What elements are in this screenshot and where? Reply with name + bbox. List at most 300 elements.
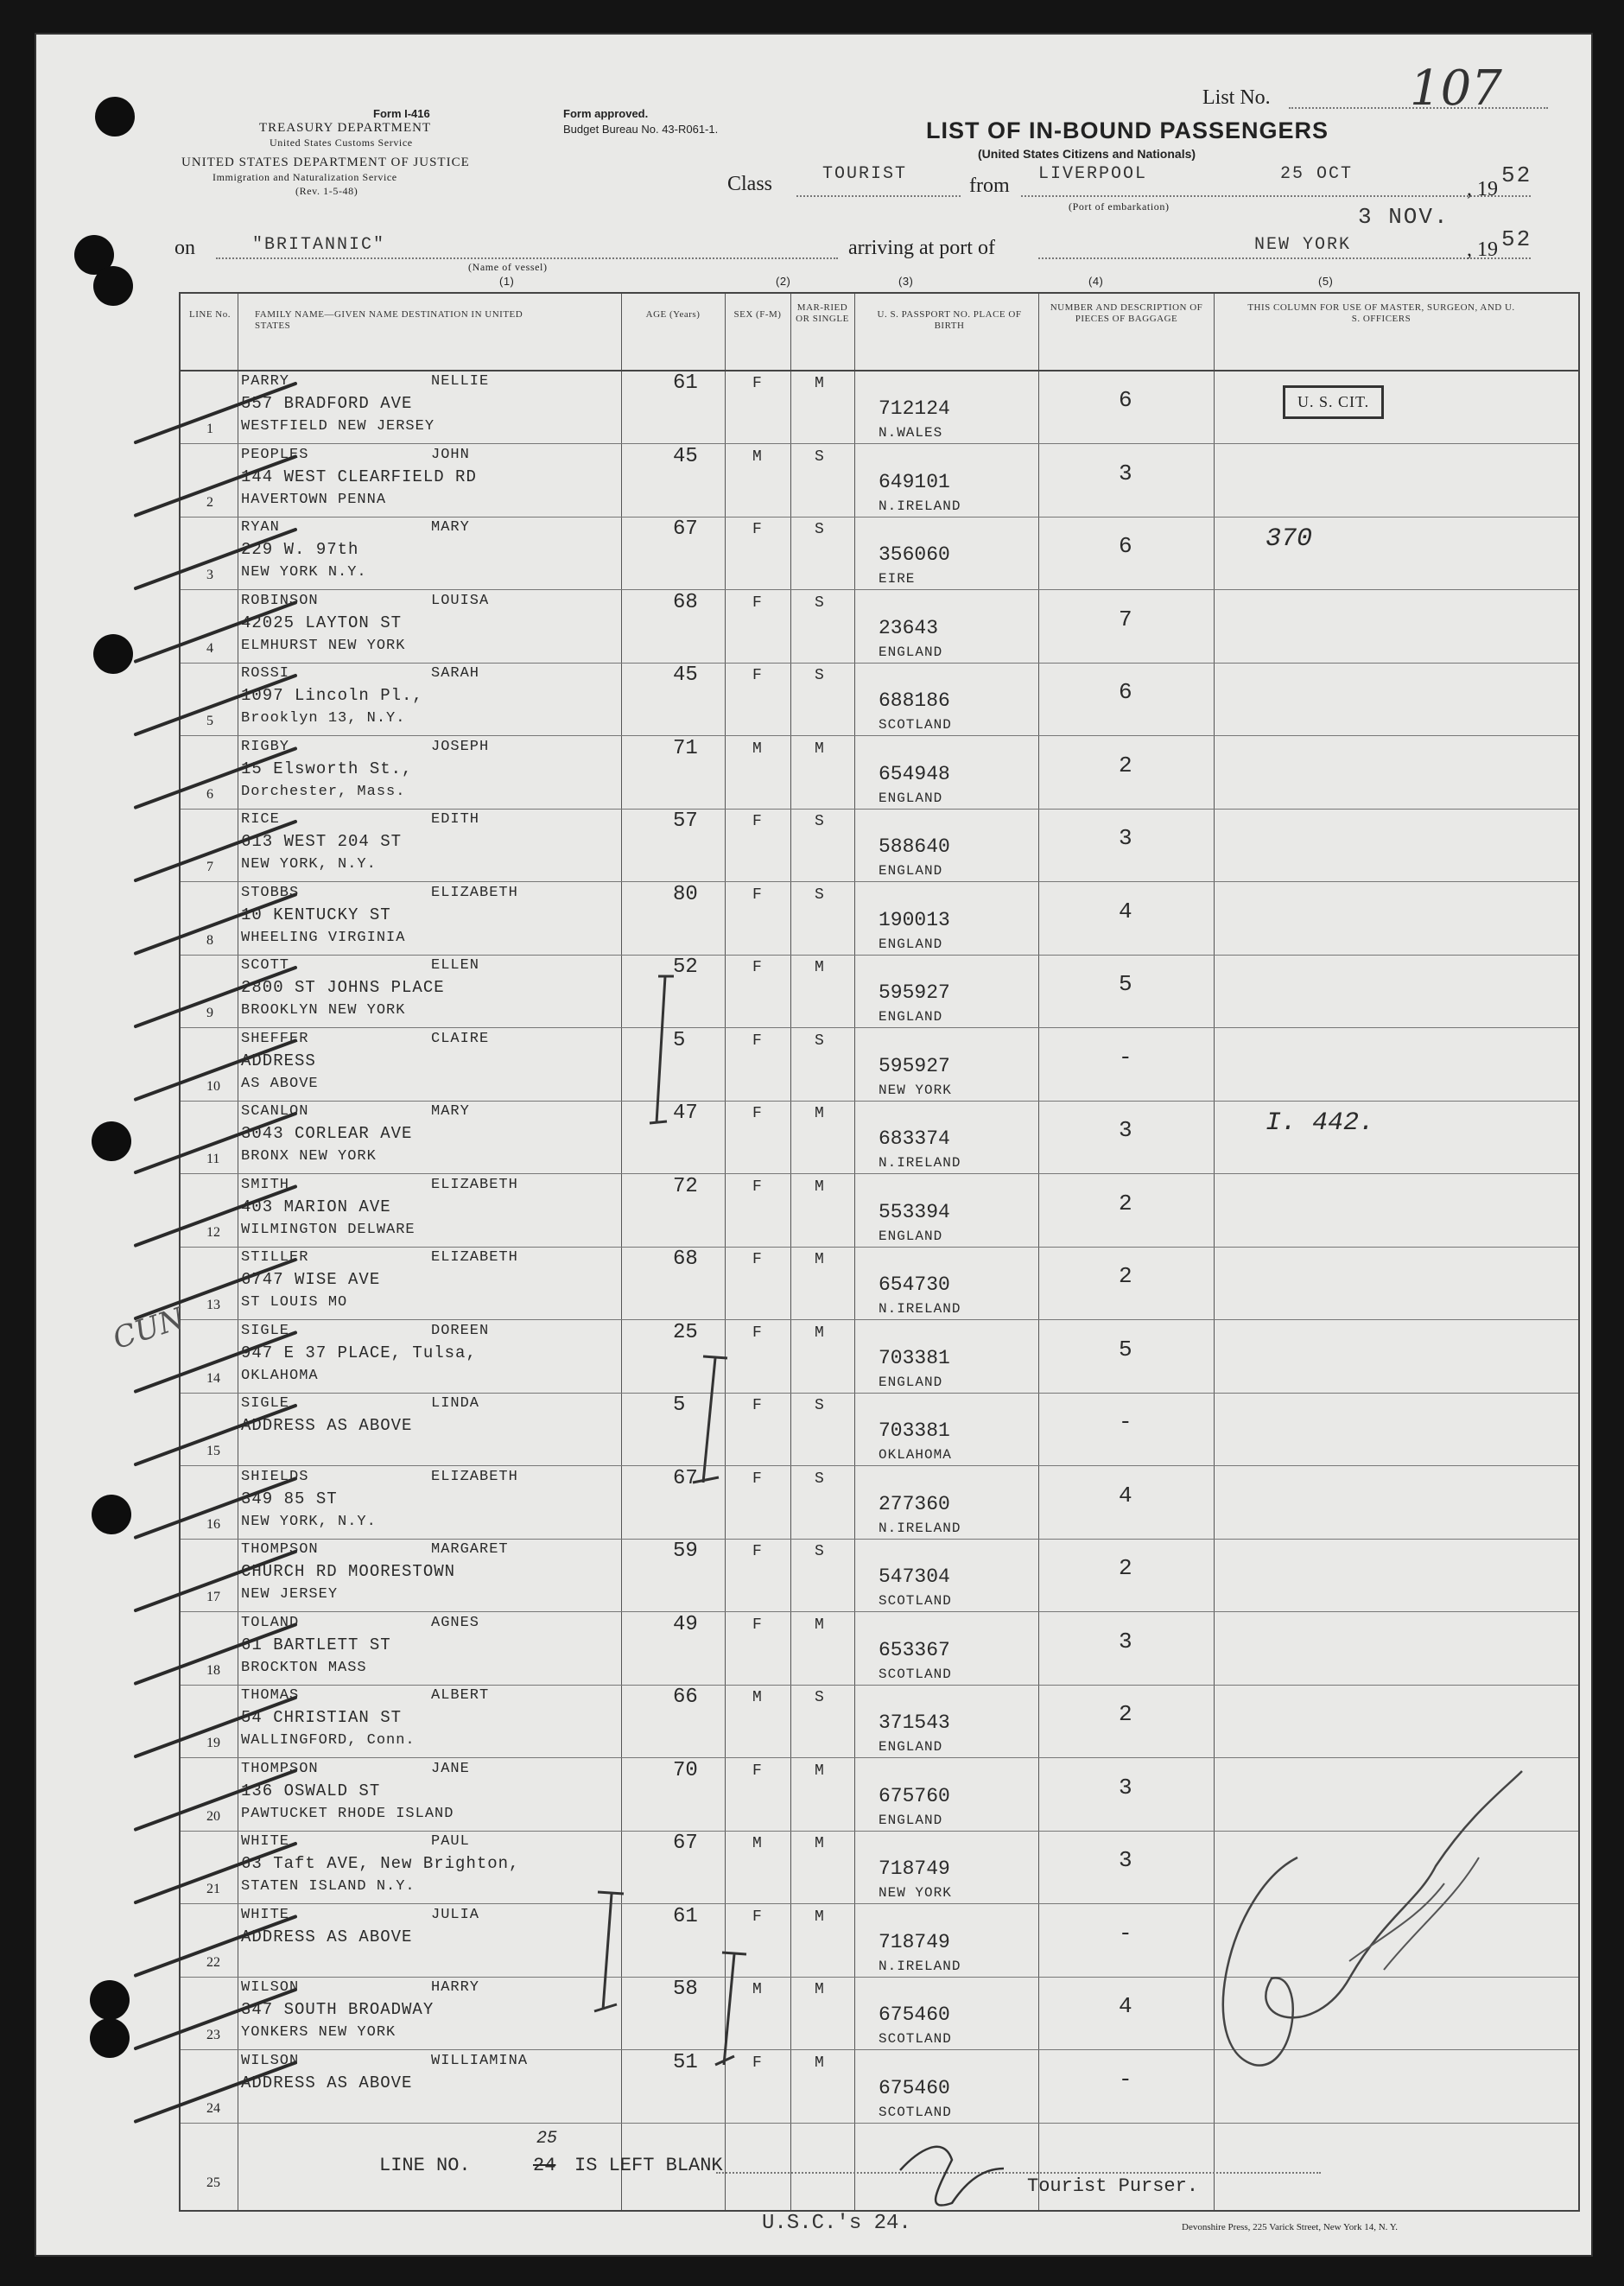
given-name: HARRY	[431, 1979, 480, 1996]
check-slash	[136, 1625, 295, 1684]
place-of-birth: ENGLAND	[879, 1228, 943, 1244]
address-line-1: 61 BARTLETT ST	[241, 1635, 391, 1654]
passport-number: 595927	[879, 1054, 950, 1077]
address-line-2: WILMINGTON DELWARE	[241, 1221, 416, 1238]
given-name: EDITH	[431, 811, 480, 828]
family-name: SCANLON	[241, 1103, 309, 1120]
usc-count: U.S.C.'s 24.	[762, 2212, 911, 2235]
arrival-port: NEW YORK	[1254, 235, 1352, 255]
baggage-count: 3	[1119, 825, 1132, 851]
immigration-service: Immigration and Naturalization Service	[213, 171, 397, 183]
marital-status: M	[815, 1908, 824, 1926]
address-line-1: 136 OSWALD ST	[241, 1781, 381, 1800]
address-line-1: 3043 CORLEAR AVE	[241, 1124, 413, 1143]
age: 5	[673, 1028, 686, 1052]
address-line-1: 54 CHRISTIAN ST	[241, 1708, 403, 1727]
family-name: THOMPSON	[241, 1541, 319, 1558]
check-slash	[136, 1990, 295, 2048]
passport-number: 371543	[879, 1711, 950, 1734]
line-number: 14	[206, 1370, 220, 1386]
passport-number: 190013	[879, 908, 950, 931]
vessel-name: "BRITANNIC"	[252, 235, 386, 255]
age: 57	[673, 810, 698, 833]
address-line-2: HAVERTOWN PENNA	[241, 491, 387, 508]
check-slash	[136, 968, 295, 1026]
embark-date: 25 OCT	[1280, 164, 1354, 184]
place-of-birth: SCOTLAND	[879, 1593, 952, 1609]
address-line-2: NEW YORK, N.Y.	[241, 1513, 377, 1530]
given-name: MARY	[431, 519, 470, 536]
age: 72	[673, 1174, 698, 1198]
family-name: SMITH	[241, 1176, 290, 1193]
marital-status: S	[815, 667, 824, 684]
col-num-1: (1)	[499, 275, 515, 288]
line-number: 21	[206, 1882, 220, 1896]
place-of-birth: N.IRELAND	[879, 1155, 961, 1171]
officer-note: I. 442.	[1266, 1108, 1375, 1138]
baggage-count: 2	[1119, 752, 1132, 778]
family-name: SCOTT	[241, 957, 290, 974]
address-line-2: STATEN ISLAND N.Y.	[241, 1878, 416, 1895]
col-header-baggage: NUMBER AND DESCRIPTION OF PIECES OF BAGGAGE	[1050, 302, 1203, 324]
address-line-1: 349 85 ST	[241, 1489, 338, 1508]
address-line-1: ADDRESS	[241, 1051, 316, 1070]
passport-number: 718749	[879, 1930, 950, 1953]
passport-number: 649101	[879, 470, 950, 493]
embark-year-prefix: , 19	[1467, 178, 1498, 200]
line-number: 8	[206, 932, 213, 948]
address-line-1: 347 SOUTH BROADWAY	[241, 2000, 435, 2019]
address-line-1: ADDRESS AS ABOVE	[241, 1416, 413, 1435]
check-slash	[136, 1406, 295, 1464]
place-of-birth: ENGLAND	[879, 790, 943, 806]
check-slash	[136, 384, 295, 442]
given-name: ELLEN	[431, 957, 480, 974]
passport-number: 688186	[879, 689, 950, 712]
given-name: NELLIE	[431, 373, 490, 390]
passport-number: 718749	[879, 1857, 950, 1880]
sex: F	[752, 1178, 762, 1196]
line-number: 4	[206, 640, 213, 656]
sex: F	[752, 1032, 762, 1050]
arrival-year: 52	[1501, 226, 1532, 252]
passport-number: 547304	[879, 1565, 950, 1588]
place-of-birth: SCOTLAND	[879, 2104, 952, 2120]
age: 67	[673, 518, 698, 541]
sex: M	[752, 448, 762, 466]
address-line-1: 403 MARION AVE	[241, 1197, 391, 1216]
marital-status: M	[815, 1105, 824, 1122]
age: 5	[673, 1394, 686, 1417]
given-name: ELIZABETH	[431, 884, 518, 901]
baggage-count: 3	[1119, 1847, 1132, 1873]
revision: (Rev. 1-5-48)	[295, 185, 358, 197]
from-label: from	[969, 175, 1010, 197]
place-of-birth: NEW YORK	[879, 1885, 952, 1901]
manifest-sheet	[36, 35, 1591, 2255]
check-slash	[136, 603, 295, 662]
page-title: LIST OF IN-BOUND PASSENGERS	[926, 117, 1329, 143]
baggage-count: 2	[1119, 1263, 1132, 1289]
address-line-2: NEW YORK N.Y.	[241, 564, 367, 581]
check-slash	[136, 749, 295, 808]
check-slash	[136, 530, 295, 588]
check-slash	[136, 1771, 295, 1830]
sex: F	[752, 2054, 762, 2072]
age: 47	[673, 1102, 698, 1125]
address-line-1: CHURCH RD MOORESTOWN	[241, 1562, 456, 1581]
address-line-2: OKLAHOMA	[241, 1367, 319, 1384]
line-number: 22	[206, 1954, 220, 1970]
address-line-2: BRONX NEW YORK	[241, 1148, 377, 1165]
given-name: SARAH	[431, 665, 480, 682]
col-num-5: (5)	[1318, 275, 1334, 288]
line-number: 7	[206, 860, 213, 874]
citizen-stamp: U. S. CIT.	[1283, 385, 1384, 419]
check-slash	[136, 1187, 295, 1246]
baggage-count: 6	[1119, 387, 1132, 413]
age: 67	[673, 1832, 698, 1855]
marital-status: M	[815, 1762, 824, 1780]
check-slash	[136, 1552, 295, 1610]
age: 25	[673, 1320, 698, 1344]
line-number: 6	[206, 786, 213, 802]
address-line-1: ADDRESS AS ABOVE	[241, 1927, 413, 1946]
line-number: 3	[206, 568, 213, 582]
age: 80	[673, 882, 698, 906]
passport-number: 23643	[879, 616, 939, 639]
marital-status: S	[815, 594, 824, 612]
check-slash	[136, 1479, 295, 1538]
family-name: RICE	[241, 811, 280, 828]
line-number: 13	[206, 1298, 220, 1312]
sex: F	[752, 1762, 762, 1780]
baggage-count: -	[1119, 1920, 1132, 1946]
passport-number: 653367	[879, 1638, 950, 1661]
sex: F	[752, 813, 762, 830]
marital-status: S	[815, 448, 824, 466]
arrive-year-prefix: , 19	[1467, 238, 1498, 261]
sex: F	[752, 886, 762, 904]
address-line-2: WESTFIELD NEW JERSEY	[241, 418, 435, 435]
line-number: 23	[206, 2028, 220, 2042]
address-line-2: ELMHURST NEW YORK	[241, 637, 406, 654]
check-slash	[136, 2063, 295, 2122]
baggage-count: -	[1119, 2066, 1132, 2092]
baggage-count: -	[1119, 1409, 1132, 1435]
sex: M	[752, 1835, 762, 1852]
line-number: 17	[206, 1590, 220, 1604]
marital-status: S	[815, 521, 824, 538]
family-name: SHIELDS	[241, 1468, 309, 1485]
justice-dept: UNITED STATES DEPARTMENT OF JUSTICE	[181, 156, 470, 169]
check-slash	[136, 1844, 295, 1902]
age: 59	[673, 1540, 698, 1563]
line-number: 19	[206, 1736, 220, 1750]
family-name: PEOPLES	[241, 446, 309, 463]
address-line-2: BROOKLYN NEW YORK	[241, 1002, 406, 1019]
baggage-count: 5	[1119, 1336, 1132, 1362]
line-number: 5	[206, 714, 213, 728]
passport-number: 712124	[879, 397, 950, 420]
blank-line-note-a: LINE NO.	[379, 2155, 471, 2176]
marital-status: M	[815, 1616, 824, 1634]
line-number: 11	[206, 1152, 220, 1166]
place-of-birth: ENGLAND	[879, 936, 943, 952]
address-line-2: AS ABOVE	[241, 1075, 319, 1092]
given-name: WILLIAMINA	[431, 2052, 529, 2069]
col-header-officers: THIS COLUMN FOR USE OF MASTER, SURGEON, AND U. S. OFFICERS	[1247, 302, 1515, 324]
baggage-count: -	[1119, 1044, 1132, 1070]
age: 61	[673, 371, 698, 395]
check-slash	[136, 822, 295, 880]
page-subtitle: (United States Citizens and Nationals)	[978, 147, 1196, 161]
age: 45	[673, 664, 698, 687]
col-header-married: MAR-RIED OR SINGLE	[796, 302, 849, 324]
address-line-1: ADDRESS AS ABOVE	[241, 2073, 413, 2092]
passport-number: 277360	[879, 1492, 950, 1515]
passport-number: 703381	[879, 1419, 950, 1442]
address-line-1: 557 BRADFORD AVE	[241, 394, 413, 413]
passport-number: 675460	[879, 2003, 950, 2026]
place-of-birth: SCOTLAND	[879, 2031, 952, 2047]
form-approved: Form approved.	[563, 107, 649, 120]
age: 52	[673, 956, 698, 979]
address-line-2: WALLINGFORD, Conn.	[241, 1732, 416, 1749]
address-line-2: Dorchester, Mass.	[241, 783, 406, 800]
family-name: SHEFFER	[241, 1030, 309, 1047]
margin-mark: CUN	[108, 1300, 189, 1357]
sex: F	[752, 1397, 762, 1414]
family-name: THOMAS	[241, 1687, 300, 1704]
place-of-birth: EIRE	[879, 571, 916, 587]
marital-status: S	[815, 1032, 824, 1050]
family-name: PARRY	[241, 373, 290, 390]
address-line-1: 15 Elsworth St.,	[241, 759, 413, 778]
blank-line-note-b: IS LEFT BLANK	[574, 2155, 723, 2176]
marital-status: S	[815, 1397, 824, 1414]
purser-label: Tourist Purser.	[1027, 2175, 1199, 2197]
marital-status: S	[815, 813, 824, 830]
check-slash	[136, 676, 295, 734]
marital-status: M	[815, 1981, 824, 1998]
baggage-count: 6	[1119, 533, 1132, 559]
line-number: 18	[206, 1662, 220, 1678]
age: 66	[673, 1686, 698, 1709]
place-of-birth: ENGLAND	[879, 1374, 943, 1390]
address-line-2: ST LOUIS MO	[241, 1294, 348, 1311]
address-line-2: NEW JERSEY	[241, 1586, 339, 1603]
marital-status: M	[815, 959, 824, 976]
baggage-count: 3	[1119, 1628, 1132, 1654]
given-name: ELIZABETH	[431, 1176, 518, 1193]
baggage-count: 4	[1119, 1993, 1132, 2019]
col-num-3: (3)	[898, 275, 914, 288]
given-name: PAUL	[431, 1833, 470, 1850]
place-of-birth: N.IRELAND	[879, 1520, 961, 1536]
age: 49	[673, 1612, 698, 1636]
family-name: ROSSI	[241, 665, 290, 682]
age: 67	[673, 1466, 698, 1490]
place-of-birth: SCOTLAND	[879, 717, 952, 733]
address-line-1: 63 Taft AVE, New Brighton,	[241, 1854, 520, 1873]
sex: F	[752, 1251, 762, 1268]
check-slash	[136, 457, 295, 516]
check-slash	[136, 1917, 295, 1976]
blank-line-correction: 25	[536, 2129, 558, 2149]
marital-status: M	[815, 1178, 824, 1196]
baggage-count: 3	[1119, 1774, 1132, 1800]
given-name: MARGARET	[431, 1541, 509, 1558]
sex: F	[752, 594, 762, 612]
marital-status: S	[815, 1470, 824, 1488]
passport-number: 553394	[879, 1200, 950, 1223]
sex: M	[752, 1981, 762, 1998]
line-number: 15	[206, 1444, 220, 1458]
passport-number: 683374	[879, 1127, 950, 1150]
col-header-name: FAMILY NAME—GIVEN NAME DESTINATION IN UNITED STATES	[255, 309, 523, 331]
marital-status: M	[815, 375, 824, 392]
baggage-count: 4	[1119, 1482, 1132, 1508]
col-num-2: (2)	[776, 275, 791, 288]
line-number: 12	[206, 1224, 220, 1240]
line-number: 20	[206, 1808, 220, 1824]
place-of-birth: ENGLAND	[879, 1009, 943, 1025]
line-number: 2	[206, 494, 213, 510]
col-header-sex: SEX (F-M)	[733, 309, 782, 320]
marital-status: M	[815, 1835, 824, 1852]
arriving-label: arriving at port of	[848, 237, 995, 259]
embark-caption: (Port of embarkation)	[1069, 200, 1170, 213]
passport-number: 675760	[879, 1784, 950, 1807]
address-line-1: 144 WEST CLEARFIELD RD	[241, 467, 477, 486]
place-of-birth: NEW YORK	[879, 1082, 952, 1098]
sex: F	[752, 1543, 762, 1560]
given-name: JANE	[431, 1760, 470, 1777]
line-number: 24	[206, 2100, 220, 2116]
baggage-count: 2	[1119, 1555, 1132, 1581]
place-of-birth: ENGLAND	[879, 1739, 943, 1755]
age: 45	[673, 444, 698, 468]
given-name: LOUISA	[431, 592, 490, 609]
given-name: AGNES	[431, 1614, 480, 1631]
marital-status: M	[815, 1324, 824, 1342]
place-of-birth: ENGLAND	[879, 1812, 943, 1828]
family-name: ROBINSON	[241, 592, 319, 609]
address-line-1: 1097 Lincoln Pl.,	[241, 686, 423, 705]
col-header-age: AGE (Years)	[645, 309, 701, 320]
sex: F	[752, 667, 762, 684]
sex: F	[752, 1105, 762, 1122]
place-of-birth: N.WALES	[879, 425, 943, 441]
baggage-count: 2	[1119, 1190, 1132, 1216]
list-no-label: List No.	[1202, 86, 1271, 109]
age: 61	[673, 1904, 698, 1928]
marital-status: S	[815, 886, 824, 904]
check-slash	[136, 895, 295, 954]
place-of-birth: OKLAHOMA	[879, 1447, 952, 1463]
marital-status: M	[815, 2054, 824, 2072]
class-label: Class	[727, 173, 773, 195]
printer-credit: Devonshire Press, 225 Varick Street, New York 14, N. Y.	[1182, 2222, 1399, 2232]
check-slash	[136, 1698, 295, 1756]
line-number: 10	[206, 1078, 220, 1094]
address-line-1: 10 KENTUCKY ST	[241, 905, 391, 924]
family-name: STOBBS	[241, 884, 300, 901]
officer-note: 370	[1266, 524, 1313, 554]
given-name: DOREEN	[431, 1322, 490, 1339]
customs-service: United States Customs Service	[270, 137, 413, 149]
col-num-4: (4)	[1088, 275, 1104, 288]
place-of-birth: N.IRELAND	[879, 1958, 961, 1974]
family-name: WILSON	[241, 1979, 300, 1996]
age: 70	[673, 1758, 698, 1782]
address-line-1: 6747 WISE AVE	[241, 1270, 381, 1289]
embark-year: 52	[1501, 162, 1532, 188]
sex: F	[752, 375, 762, 392]
passport-number: 356060	[879, 543, 950, 566]
passport-number: 595927	[879, 981, 950, 1004]
address-line-2: Brooklyn 13, N.Y.	[241, 710, 406, 727]
address-line-1: 613 WEST 204 ST	[241, 832, 403, 851]
family-name: STILLER	[241, 1249, 309, 1266]
blank-line-number: 24	[533, 2155, 556, 2176]
baggage-count: 6	[1119, 679, 1132, 705]
passport-number: 654948	[879, 762, 950, 785]
marital-status: S	[815, 1689, 824, 1706]
given-name: MARY	[431, 1103, 470, 1120]
place-of-birth: ENGLAND	[879, 644, 943, 660]
family-name: WHITE	[241, 1833, 290, 1850]
slash-marks	[36, 35, 1591, 2255]
passport-number: 654730	[879, 1273, 950, 1296]
given-name: ALBERT	[431, 1687, 490, 1704]
place-of-birth: ENGLAND	[879, 863, 943, 879]
marital-status: M	[815, 1251, 824, 1268]
treasury-dept: TREASURY DEPARTMENT	[259, 121, 432, 135]
form-number: Form I-416	[373, 107, 430, 120]
baggage-count: 5	[1119, 971, 1132, 997]
line-number: 16	[206, 1516, 220, 1532]
age: 71	[673, 736, 698, 760]
check-slash	[136, 1041, 295, 1100]
sex: F	[752, 1324, 762, 1342]
place-of-birth: N.IRELAND	[879, 1301, 961, 1317]
address-line-1: 42025 LAYTON ST	[241, 613, 403, 632]
place-of-birth: SCOTLAND	[879, 1666, 952, 1682]
address-line-2: WHEELING VIRGINIA	[241, 929, 406, 946]
family-name: RYAN	[241, 519, 280, 536]
given-name: CLAIRE	[431, 1030, 490, 1047]
age: 51	[673, 2050, 698, 2074]
family-name: WILSON	[241, 2052, 300, 2069]
sex: M	[752, 1689, 762, 1706]
sex: F	[752, 959, 762, 976]
vessel-caption: (Name of vessel)	[468, 261, 548, 273]
age: 58	[673, 1978, 698, 2001]
class-value: TOURIST	[822, 164, 908, 184]
family-name: RIGBY	[241, 738, 290, 755]
address-line-1: 947 E 37 PLACE, Tulsa,	[241, 1343, 477, 1362]
sex: M	[752, 740, 762, 758]
address-line-2: PAWTUCKET RHODE ISLAND	[241, 1805, 454, 1822]
address-line-2: NEW YORK, N.Y.	[241, 856, 377, 873]
given-name: LINDA	[431, 1395, 480, 1412]
baggage-count: 3	[1119, 460, 1132, 486]
col-header-passport: U. S. PASSPORT NO. PLACE OF BIRTH	[877, 309, 1022, 331]
baggage-count: 3	[1119, 1117, 1132, 1143]
sex: F	[752, 521, 762, 538]
